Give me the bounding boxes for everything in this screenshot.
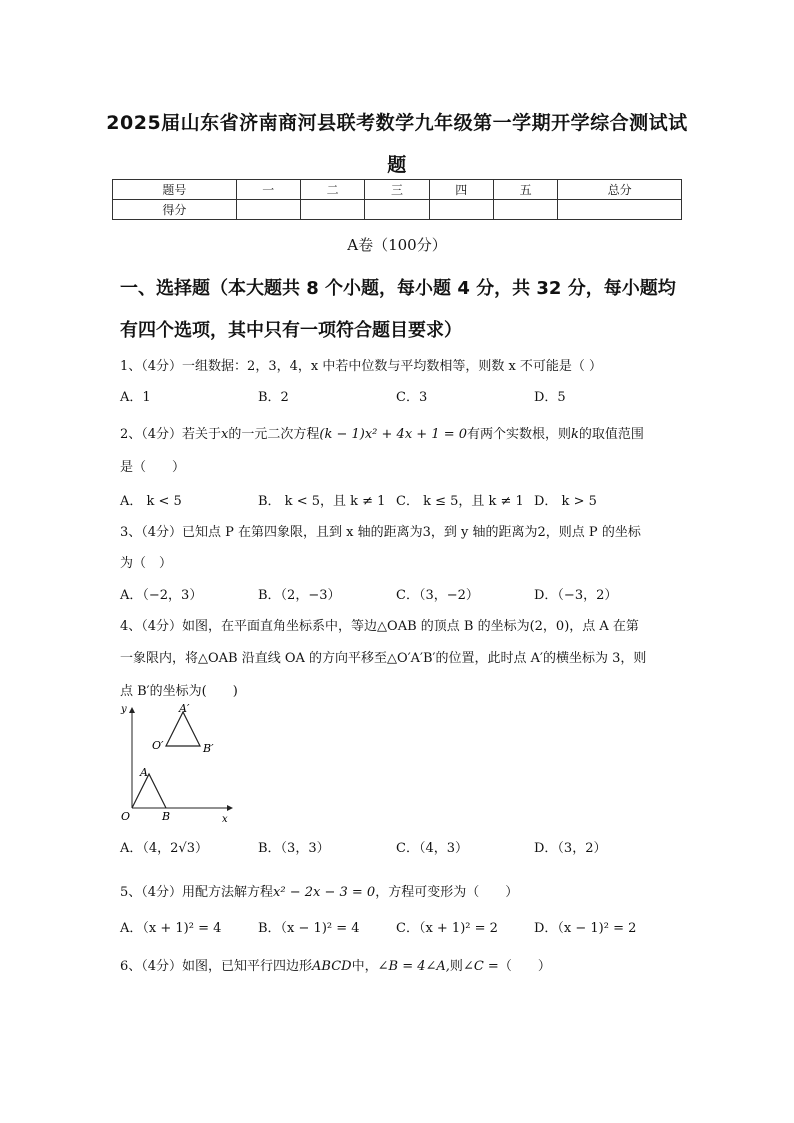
score-header-cell: 五 — [493, 180, 557, 200]
score-header-cell: 二 — [300, 180, 364, 200]
question-4-stem: 4、（4分）如图，在平面直角坐标系中，等边△OAB 的顶点 B 的坐标为(2，0)，点 A 在第 — [120, 619, 639, 634]
q3-option-b[interactable]: B．（2，−3） — [258, 588, 341, 603]
q2-text-b: 的一元二次方程 — [228, 427, 320, 442]
q2-text-c: 有两个实数根，则 — [467, 427, 572, 442]
question-6-stem — [120, 955, 551, 974]
triangle-oab — [132, 774, 166, 808]
q6-text-c: 则 — [449, 959, 463, 974]
score-header-cell: 一 — [236, 180, 300, 200]
q5-option-b[interactable]: B．（x − 1)² = 4 — [258, 921, 360, 936]
score-cell[interactable] — [493, 200, 557, 220]
q4-option-b[interactable]: B．（3，3） — [258, 841, 330, 856]
question-2-stem — [120, 423, 644, 442]
q5-option-d[interactable]: D．（x − 1)² = 2 — [534, 921, 637, 936]
page-title: 2025届山东省济南商河县联考数学九年级第一学期开学综合测试试 — [106, 112, 688, 134]
score-header-cell: 题号 — [113, 180, 237, 200]
q1-option-a[interactable]: A．1 — [120, 390, 151, 405]
q3-option-d[interactable]: D．（−3，2） — [534, 588, 618, 603]
score-table-score-row — [113, 200, 682, 220]
q4-option-c[interactable]: C．（4，3） — [396, 841, 468, 856]
q2-option-d[interactable]: D． k > 5 — [534, 494, 597, 509]
q2-var-k: k — [571, 427, 579, 442]
score-header-cell: 三 — [365, 180, 429, 200]
q1-option-d[interactable]: D．5 — [534, 390, 566, 405]
question-3-stem: 3、（4分）已知点 P 在第四象限，且到 x 轴的距离为3，到 y 轴的距离为2，则点 P 的坐标 — [120, 525, 641, 540]
q4-option-d[interactable]: D．（3，2） — [534, 841, 607, 856]
q4-coordinate-figure — [118, 702, 238, 826]
point-o-prime-label: O′ — [152, 739, 164, 752]
q6-condition: ∠B = 4∠A, — [377, 959, 450, 974]
point-b-label: B — [162, 810, 171, 823]
q2-text-a: 2、（4分）若关于 — [120, 427, 222, 442]
point-b-prime-label: B′ — [203, 742, 214, 755]
q2-option-c[interactable]: C． k ≤ 5，且 k ≠ 1 — [396, 494, 524, 509]
q2-option-a[interactable]: A． k < 5 — [120, 494, 182, 509]
q2-text-d: 的取值范围 — [578, 427, 644, 442]
question-4-stem-line2: 一象限内，将△OAB 沿直线 OA 的方向平移至△O′A′B′的位置，此时点 A′的横坐标为 3，则 — [120, 651, 647, 666]
score-cell[interactable] — [300, 200, 364, 220]
q5-text-b: ，方程可变形为（ ） — [375, 885, 519, 900]
q5-option-a[interactable]: A．（x + 1)² = 4 — [120, 921, 222, 936]
page-title-continued: 题 — [387, 154, 407, 176]
part1-heading-continued: 有四个选项，其中只有一项符合题目要求） — [120, 320, 462, 341]
score-header-cell: 总分 — [558, 180, 682, 200]
q6-shape: ABCD — [312, 959, 352, 974]
q6-text-d: （ ） — [498, 959, 551, 974]
q4-option-a[interactable]: A．（4，2√3） — [120, 841, 208, 856]
q1-option-c[interactable]: C．3 — [396, 390, 428, 405]
q2-equation: (k − 1)x² + 4x + 1 = 0 — [319, 427, 468, 442]
q5-equation: x² − 2x − 3 = 0 — [273, 885, 376, 900]
score-table-header-row — [113, 180, 682, 200]
part1-heading: 一、选择题（本大题共 8 个小题，每小题 4 分，共 32 分，每小题均 — [120, 278, 676, 299]
score-cell[interactable] — [365, 200, 429, 220]
q5-option-c[interactable]: C．（x + 1)² = 2 — [396, 921, 498, 936]
q3-option-c[interactable]: C．（3，−2） — [396, 588, 479, 603]
score-header-cell: 四 — [429, 180, 493, 200]
question-5-stem — [120, 881, 518, 900]
score-cell[interactable] — [429, 200, 493, 220]
question-3-stem-continued: 为（ ） — [120, 556, 173, 571]
question-1-stem: 1、（4分）一组数据：2，3，4，x 中若中位数与平均数相等，则数 x 不可能是（ ） — [120, 359, 603, 374]
q2-option-b[interactable]: B． k < 5，且 k ≠ 1 — [258, 494, 386, 509]
question-4-stem-line3: 点 B′的坐标为( ) — [120, 684, 238, 699]
score-row-label: 得分 — [113, 200, 237, 220]
point-o-label: O — [121, 810, 131, 823]
x-axis-label: x — [222, 814, 228, 825]
section-a-heading: A卷（100分） — [347, 236, 447, 254]
q3-option-a[interactable]: A．（−2，3） — [120, 588, 203, 603]
y-axis-label: y — [121, 704, 127, 715]
point-a-prime-label: A′ — [179, 702, 190, 715]
triangle-oab-translated — [166, 712, 200, 746]
q2-var-x: x — [221, 427, 229, 442]
q6-text-a: 6、（4分）如图，已知平行四边形 — [120, 959, 313, 974]
point-a-label: A — [140, 766, 148, 779]
q6-text-b: 中， — [351, 959, 378, 974]
q6-ask: ∠C = — [462, 959, 499, 974]
score-table — [112, 179, 682, 220]
q5-text-a: 5、（4分）用配方法解方程 — [120, 885, 274, 900]
score-cell[interactable] — [558, 200, 682, 220]
question-2-stem-continued: 是（ ） — [120, 460, 186, 475]
score-cell[interactable] — [236, 200, 300, 220]
q1-option-b[interactable]: B．2 — [258, 390, 289, 405]
